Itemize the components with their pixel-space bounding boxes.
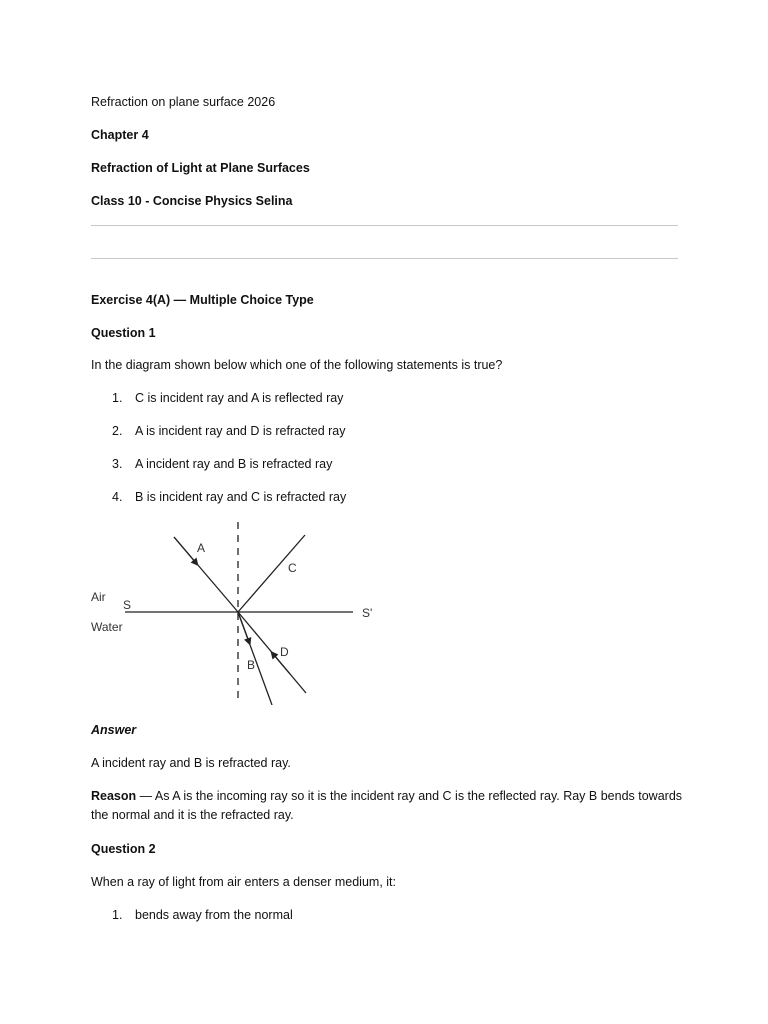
label-b: B (247, 658, 256, 672)
option-number: 3. (112, 457, 123, 471)
option-text: B is incident ray and C is refracted ray (135, 490, 347, 504)
option-text: bends away from the normal (135, 908, 293, 922)
option-text: A is incident ray and D is refracted ray (135, 424, 346, 438)
chapter-number: Chapter 4 (91, 128, 149, 142)
question-2-prompt: When a ray of light from air enters a denser medium, it: (91, 875, 396, 889)
q1-option-3 (112, 455, 332, 474)
exercise-heading: Exercise 4(A) — Multiple Choice Type (91, 293, 314, 307)
chapter-title: Refraction of Light at Plane Surfaces (91, 161, 310, 175)
label-d: D (280, 645, 289, 659)
reason-text-line-2: the normal and it is the refracted ray. (91, 808, 294, 822)
option-number: 1. (112, 391, 123, 405)
reason-label: Reason (91, 789, 137, 803)
label-c: C (288, 561, 297, 575)
label-water: Water (91, 620, 123, 634)
reason-text-line-1: — As A is the incoming ray so it is the incident ray and C is the reflected ray. Ray B bends towards (136, 789, 683, 803)
answer-text: A incident ray and B is refracted ray. (91, 756, 291, 770)
question-1-prompt: In the diagram shown below which one of the following statements is true? (91, 358, 503, 372)
question-1-heading: Question 1 (91, 326, 156, 340)
reason-paragraph (91, 787, 691, 825)
option-number: 2. (112, 424, 123, 438)
refraction-diagram (85, 515, 385, 705)
divider-2 (91, 258, 678, 259)
q1-option-1 (112, 389, 343, 408)
q1-option-4 (112, 488, 346, 507)
q2-option-1 (112, 906, 293, 925)
option-number: 4. (112, 490, 123, 504)
q1-option-2 (112, 422, 346, 441)
label-a: A (197, 541, 206, 555)
divider-1 (91, 225, 678, 226)
label-s-prime: S' (362, 606, 373, 620)
answer-heading: Answer (91, 723, 137, 737)
doc-title: Refraction on plane surface 2026 (91, 95, 276, 109)
ray-d (238, 612, 306, 693)
question-2-heading: Question 2 (91, 842, 156, 856)
label-s: S (123, 598, 132, 612)
option-number: 1. (112, 908, 123, 922)
book-title: Class 10 - Concise Physics Selina (91, 194, 293, 208)
option-text: C is incident ray and A is reflected ray (135, 391, 344, 405)
label-air: Air (91, 590, 106, 604)
option-text: A incident ray and B is refracted ray (135, 457, 333, 471)
